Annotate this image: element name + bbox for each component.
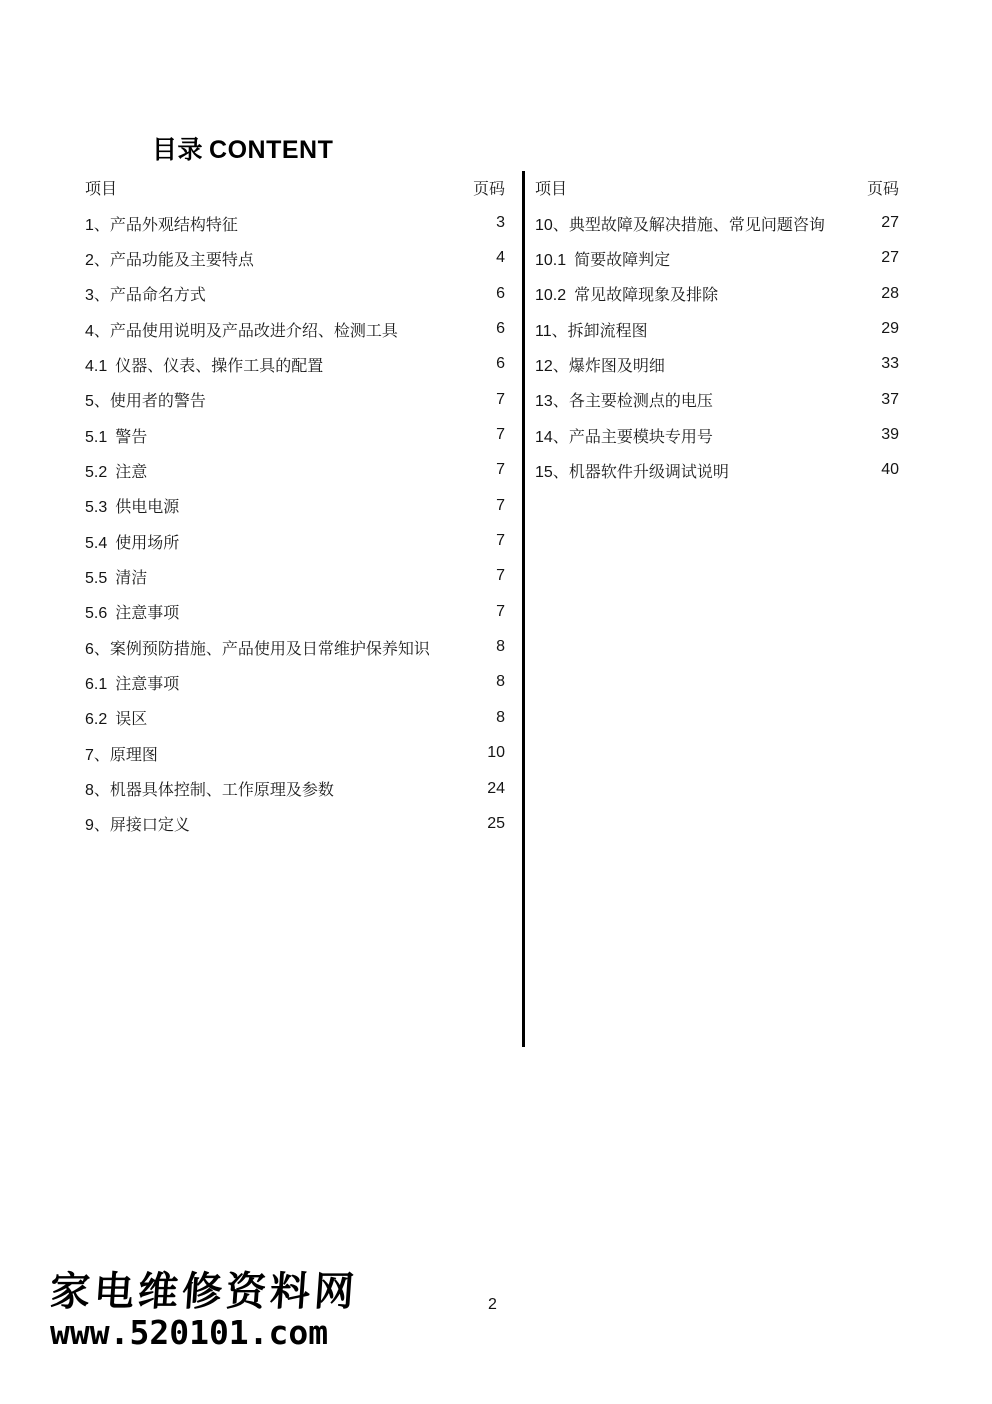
toc-row-text xyxy=(535,282,718,305)
toc-item-number: 12、 xyxy=(535,357,569,375)
watermark-site-name: 家电维修资料网 xyxy=(48,1268,360,1315)
toc-row-text xyxy=(535,388,713,411)
toc-item-label: 产品使用说明及产品改进介绍、检测工具 xyxy=(109,322,398,340)
toc-item-number: 1、 xyxy=(85,216,110,234)
toc-header-item-label: 项目 xyxy=(85,181,118,199)
toc-row-text xyxy=(85,812,190,835)
toc-row xyxy=(535,241,899,276)
toc-item-number: 2、 xyxy=(85,251,110,269)
watermark-site-url: www.520101.com xyxy=(50,1313,329,1352)
toc-item-label: 清洁 xyxy=(115,569,148,587)
toc-row-text xyxy=(85,636,430,659)
toc-row xyxy=(535,382,899,417)
toc-item-page: 40 xyxy=(881,461,899,479)
toc-item-label: 案例预防措施、产品使用及日常维护保养知识 xyxy=(109,640,430,658)
toc-row xyxy=(85,629,505,664)
toc-row xyxy=(535,347,899,382)
toc-item-label: 拆卸流程图 xyxy=(567,322,648,340)
toc-row-text xyxy=(85,494,179,517)
toc-item-number: 5.4 xyxy=(85,534,108,552)
toc-header-page-label: 页码 xyxy=(472,181,505,199)
toc-item-label: 各主要检测点的电压 xyxy=(568,393,713,411)
toc-item-number: 5.2 xyxy=(85,463,108,481)
toc-item-number: 6.1 xyxy=(85,675,108,693)
toc-row xyxy=(85,594,505,629)
toc-item-label: 屏接口定义 xyxy=(109,817,190,835)
toc-item-label: 注意 xyxy=(115,463,148,481)
toc-item-page: 25 xyxy=(487,814,505,832)
toc-item-page: 6 xyxy=(496,355,505,373)
toc-item-number: 6.2 xyxy=(85,711,108,729)
toc-item-label: 简要故障判定 xyxy=(574,251,671,269)
toc-item-number: 3、 xyxy=(85,287,110,305)
toc-item-label: 机器软件升级调试说明 xyxy=(568,463,729,481)
toc-row-text xyxy=(85,247,254,270)
toc-row-text xyxy=(535,353,665,376)
toc-row-text xyxy=(85,212,238,235)
toc-row xyxy=(85,736,505,771)
toc-item-number: 10.2 xyxy=(535,287,567,305)
toc-row-text xyxy=(85,600,179,623)
toc-item-page: 37 xyxy=(881,390,899,408)
toc-row-text xyxy=(85,424,147,447)
toc-item-page: 7 xyxy=(496,602,505,620)
toc-header-row xyxy=(85,170,505,205)
toc-item-page: 10 xyxy=(487,744,505,762)
toc-item-number: 14、 xyxy=(535,428,569,446)
toc-row xyxy=(85,453,505,488)
toc-item-number: 10.1 xyxy=(535,251,567,269)
toc-row-text xyxy=(85,388,206,411)
toc-row xyxy=(85,311,505,346)
toc-item-page: 7 xyxy=(496,461,505,479)
toc-item-number: 9、 xyxy=(85,817,110,835)
toc-item-number: 10、 xyxy=(535,216,569,234)
toc-item-number: 5.6 xyxy=(85,605,108,623)
toc-item-label: 供电电源 xyxy=(115,499,180,517)
toc-item-number: 11、 xyxy=(535,322,568,340)
toc-item-label: 机器具体控制、工作原理及参数 xyxy=(109,782,334,800)
toc-row xyxy=(85,417,505,452)
toc-row-text xyxy=(85,282,206,305)
toc-item-number: 4.1 xyxy=(85,357,108,375)
toc-item-number: 5.5 xyxy=(85,569,108,587)
toc-row-text xyxy=(535,424,713,447)
column-divider xyxy=(522,171,525,1047)
toc-row-text xyxy=(535,318,648,341)
toc-item-page: 39 xyxy=(881,426,899,444)
toc-item-label: 产品主要模块专用号 xyxy=(568,428,713,446)
toc-row xyxy=(535,417,899,452)
toc-row-text xyxy=(85,742,158,765)
toc-item-page: 8 xyxy=(496,708,505,726)
toc-item-page: 8 xyxy=(496,673,505,691)
toc-item-label: 产品外观结构特征 xyxy=(109,216,238,234)
toc-row xyxy=(85,382,505,417)
toc-item-page: 33 xyxy=(881,355,899,373)
toc-item-number: 6、 xyxy=(85,640,110,658)
toc-row xyxy=(85,488,505,523)
toc-row xyxy=(85,665,505,700)
toc-item-number: 5.3 xyxy=(85,499,108,517)
toc-item-page: 29 xyxy=(881,320,899,338)
toc-item-label: 产品功能及主要特点 xyxy=(109,251,254,269)
toc-item-page: 4 xyxy=(496,249,505,267)
toc-item-number: 15、 xyxy=(535,463,569,481)
toc-item-page: 28 xyxy=(881,284,899,302)
toc-header-row xyxy=(535,170,899,205)
toc-row xyxy=(85,806,505,841)
toc-item-number: 5、 xyxy=(85,393,110,411)
toc-row-text xyxy=(85,318,398,341)
page-number: 2 xyxy=(488,1296,497,1313)
toc-item-page: 6 xyxy=(496,284,505,302)
toc-row-text xyxy=(85,459,147,482)
toc-item-page: 7 xyxy=(496,567,505,585)
toc-item-label: 常见故障现象及排除 xyxy=(574,287,719,305)
toc-item-label: 使用场所 xyxy=(115,534,180,552)
toc-item-label: 误区 xyxy=(115,711,148,729)
toc-row xyxy=(535,311,899,346)
toc-row xyxy=(85,205,505,240)
toc-header-item-label: 项目 xyxy=(535,181,568,199)
toc-row xyxy=(85,347,505,382)
toc-item-label: 仪器、仪表、操作工具的配置 xyxy=(115,357,324,375)
toc-row-text xyxy=(85,565,147,588)
watermark xyxy=(48,1268,360,1352)
toc-item-label: 警告 xyxy=(115,428,148,446)
toc-item-label: 产品命名方式 xyxy=(109,287,206,305)
toc-row xyxy=(85,276,505,311)
toc-row xyxy=(85,771,505,806)
toc-item-page: 7 xyxy=(496,426,505,444)
toc-row-text xyxy=(535,459,729,482)
toc-item-label: 原理图 xyxy=(109,746,158,764)
toc-row-text xyxy=(85,530,179,553)
toc-item-page: 3 xyxy=(496,214,505,232)
toc-header-page-label: 页码 xyxy=(866,181,899,199)
toc-row xyxy=(85,241,505,276)
toc-column-left xyxy=(85,170,505,842)
toc-row-text xyxy=(85,777,334,800)
toc-item-number: 7、 xyxy=(85,746,110,764)
toc-item-label: 注意事项 xyxy=(115,675,180,693)
toc-row-text xyxy=(85,353,323,376)
toc-item-label: 典型故障及解决措施、常见问题咨询 xyxy=(568,216,825,234)
toc-item-page: 7 xyxy=(496,390,505,408)
toc-row xyxy=(85,559,505,594)
page-title-en: CONTENT xyxy=(209,136,334,164)
page-title-zh: 目录 xyxy=(152,135,204,164)
toc-item-page: 6 xyxy=(496,320,505,338)
toc-row-text xyxy=(535,212,825,235)
toc-row xyxy=(85,700,505,735)
toc-item-label: 使用者的警告 xyxy=(109,393,206,411)
toc-item-number: 8、 xyxy=(85,782,110,800)
toc-item-page: 7 xyxy=(496,496,505,514)
toc-row-text xyxy=(535,247,670,270)
toc-item-page: 8 xyxy=(496,638,505,656)
toc-row xyxy=(535,205,899,240)
toc-row xyxy=(85,523,505,558)
toc-item-label: 爆炸图及明细 xyxy=(568,357,665,375)
toc-item-label: 注意事项 xyxy=(115,605,180,623)
toc-item-page: 7 xyxy=(496,532,505,550)
toc-item-number: 4、 xyxy=(85,322,110,340)
toc-item-page: 27 xyxy=(881,214,899,232)
toc-item-number: 13、 xyxy=(535,393,569,411)
toc-item-number: 5.1 xyxy=(85,428,108,446)
toc-row-text xyxy=(85,671,179,694)
toc-row xyxy=(535,276,899,311)
toc-column-right xyxy=(535,170,899,488)
toc-item-page: 27 xyxy=(881,249,899,267)
page-title xyxy=(152,130,333,166)
toc-item-page: 24 xyxy=(487,779,505,797)
toc-row xyxy=(535,453,899,488)
toc-row-text xyxy=(85,706,147,729)
